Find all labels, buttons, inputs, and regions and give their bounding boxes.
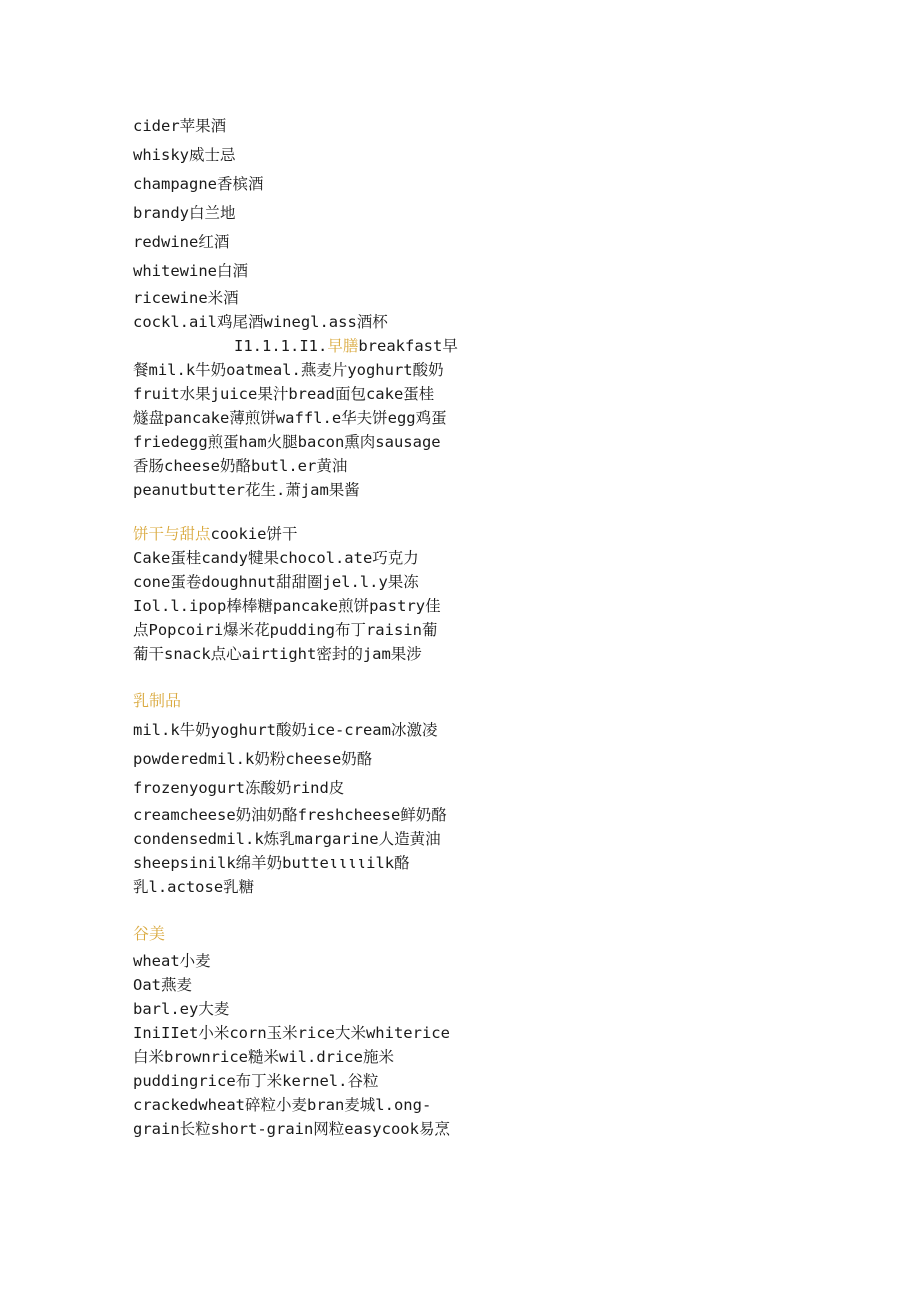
sweets-section (133, 522, 473, 666)
vocab-line: friedegg煎蛋ham火腿bacon熏肉sausage (133, 433, 441, 451)
vocab-line: peanutbutter花生.萧jam果酱 (133, 481, 360, 499)
vocab-line: frozenyogurt冻酸奶rind皮 (133, 779, 345, 797)
drinks-section (133, 112, 473, 334)
sweets-heading-rest: cookie饼干 (210, 525, 298, 543)
vocab-line: 餐mil.k牛奶oatmeal.燕麦片yoghurt酸奶 (133, 361, 444, 379)
dairy-heading: 乳制品 (133, 691, 182, 710)
vocab-line: whitewine白酒 (133, 262, 248, 280)
vocab-line: Oat燕麦 (133, 976, 192, 994)
vocab-line: powderedmil.k奶粉cheese奶酪 (133, 750, 373, 768)
vocab-line: whisky威士忌 (133, 146, 236, 164)
breakfast-lead-rest: breakfast早 (358, 337, 458, 355)
vocab-line: Cake蛋桂candy犍果chocol.ate巧克力 (133, 549, 419, 567)
vocab-line: wheat小麦 (133, 952, 211, 970)
vocab-line: ricewine米酒 (133, 289, 239, 307)
vocab-line: cockl.ail鸡尾酒winegl.ass酒杯 (133, 313, 388, 331)
vocab-line: redwine红酒 (133, 233, 230, 251)
vocab-line: puddingrice布丁米kernel.谷粒 (133, 1072, 379, 1090)
vocab-line: creamcheese奶油奶酪freshcheese鲜奶酪 (133, 806, 447, 824)
vocab-line: barl.ey大麦 (133, 1000, 230, 1018)
vocab-line: condensedmil.k炼乳margarine人造黄油 (133, 830, 441, 848)
grains-heading: 谷美 (133, 924, 166, 943)
vocab-line: champagne香槟酒 (133, 175, 264, 193)
vocab-line: Iol.l.ipop棒棒糖pancake煎饼pastry佳 (133, 597, 441, 615)
sweets-heading: 饼干与甜点 (133, 525, 211, 543)
vocab-line: mil.k牛奶yoghurt酸奶ice-cream冰激凌 (133, 721, 438, 739)
vocab-line: sheepsinilk绵羊奶butteιιιιilk酪 (133, 854, 410, 872)
vocab-line: grain长粒short-grain网粒easycook易烹 (133, 1120, 450, 1138)
breakfast-heading-line (133, 334, 473, 358)
vocab-line: 香肠cheese奶酪butl.er黄油 (133, 457, 348, 475)
vocab-line: cider苹果酒 (133, 117, 227, 135)
breakfast-section (133, 334, 473, 502)
vocab-line: 白米brownrice糙米wil.drice施米 (133, 1048, 394, 1066)
vocab-line: IniIIet小米corn玉米rice大米whiterice (133, 1024, 450, 1042)
vocab-line: 燧盘pancake薄煎饼waffl.e华夫饼egg鸡蛋 (133, 409, 447, 427)
dairy-section (133, 686, 473, 899)
grains-section (133, 919, 473, 1141)
vocab-line: 乳l.actose乳糖 (133, 878, 255, 896)
vocab-line: 葡干snack点心airtight密封的jam果涉 (133, 645, 422, 663)
vocabulary-document (133, 112, 473, 1141)
vocab-line: 点Popcoiri爆米花pudding布丁raisin葡 (133, 621, 438, 639)
vocab-line: brandy白兰地 (133, 204, 236, 222)
sweets-heading-line (133, 522, 473, 546)
vocab-line: crackedwheat碎粒小麦bran麦城l.ong- (133, 1096, 432, 1114)
vocab-line: cone蛋卷doughnut甜甜圈jel.l.y果冻 (133, 573, 419, 591)
breakfast-lead: I1.1.1.I1. (234, 337, 328, 355)
breakfast-heading: 早膳 (327, 337, 359, 355)
vocab-line: fruit水果juice果汁bread面包cake蛋桂 (133, 385, 435, 403)
